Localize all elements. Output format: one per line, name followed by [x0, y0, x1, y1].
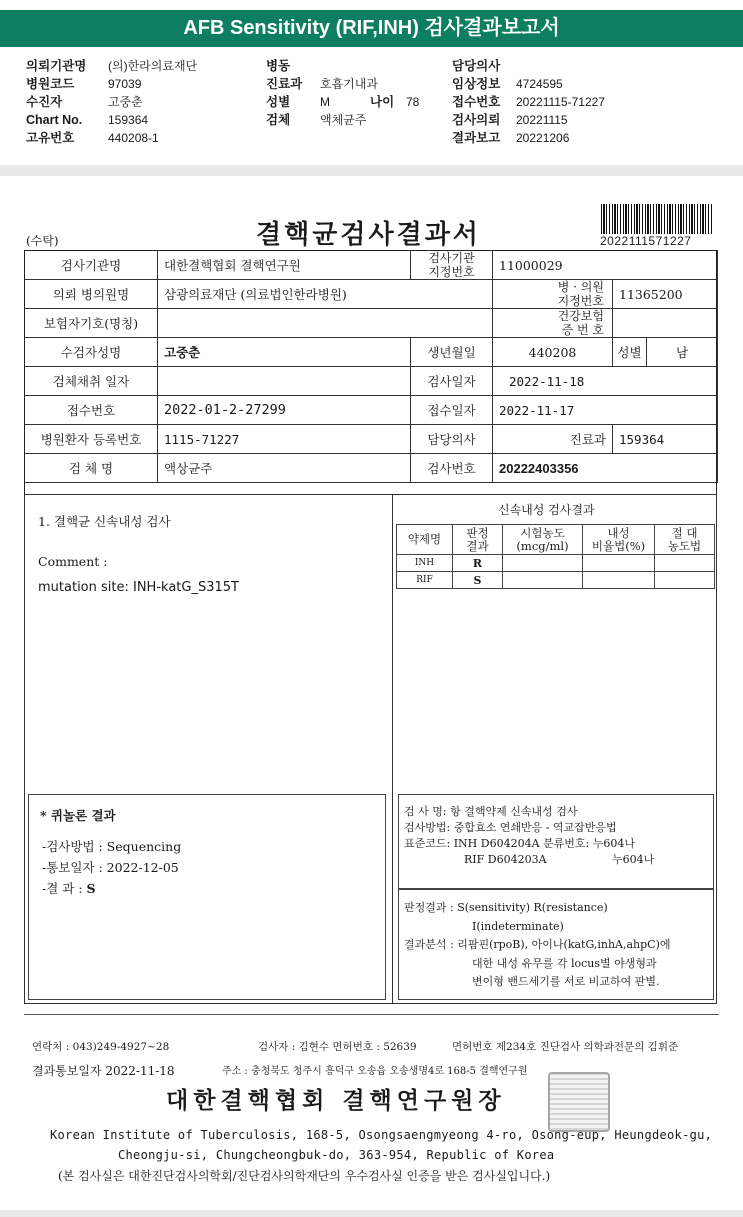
field-label: 검사의뢰 — [452, 113, 501, 127]
address-en-1: Korean Institute of Tuberculosis, 168-5, Osongsaengmyeong 4-ro, Osong-eup, Heungdeok-gu, — [50, 1128, 713, 1142]
header-line: 절 대 — [671, 525, 698, 540]
judgement-line: 판정결과 : S(sensitivity) R(resistance) — [404, 901, 608, 914]
field-label: 병동 — [266, 59, 291, 73]
collect-date — [158, 367, 411, 396]
drug-abs — [655, 572, 715, 589]
drug-conc — [503, 555, 583, 572]
director-name: 대한결핵협회 결핵연구원장 — [166, 1087, 506, 1114]
label-line: 병 · 의원 — [557, 280, 604, 294]
judgement-line: 결과분석 : 리팜핀(rpoB), 아이나(katG,inhA,ahpC)에 — [404, 938, 671, 951]
field-label: 병원코드 — [26, 77, 75, 91]
judgement-line: 변이형 밴드세기를 서로 비교하여 판별. — [472, 975, 660, 988]
address-en-2: Cheongju-si, Chungcheongbuk-do, 363-954, Republic of Korea — [118, 1148, 555, 1162]
receipt-no: 2022-01-2-27299 — [158, 396, 411, 425]
birth-date: 440208 — [493, 338, 613, 367]
test-method: 검사방법: 중합효소 연쇄반응 - 역교잡반응법 — [404, 821, 617, 834]
drug-abs — [655, 555, 715, 572]
judgement-line: I(indeterminate) — [472, 919, 564, 933]
quinolone-box — [28, 794, 386, 1000]
header-ratio — [583, 525, 655, 555]
table-row — [397, 555, 715, 572]
header-line: 결과 — [466, 538, 489, 553]
field-value: 159364 — [108, 113, 149, 127]
field-value: 20221206 — [516, 131, 570, 145]
test-code-2 — [404, 852, 654, 868]
req-hosp-label: 의뢰 병의원명 — [25, 280, 158, 309]
judgement-line: 대한 내성 유무를 각 locus별 야생형과 — [472, 956, 657, 970]
judgement — [404, 899, 671, 992]
receipt-no-label: 접수번호 — [25, 396, 158, 425]
sens-title: 신속내성 검사결과 — [498, 503, 595, 517]
field-label: 고유번호 — [26, 131, 75, 145]
label-line: 증 번 호 — [561, 323, 604, 337]
lab-name: 대한결핵협회 결핵연구원 — [158, 251, 411, 280]
label-line: 건강보험 — [557, 309, 604, 323]
sutak-label: (수탁) — [26, 234, 59, 248]
test-code-1: 표준코드: INH D604204A 분류번호: 누604나 — [404, 837, 635, 850]
header-col3 — [452, 57, 605, 147]
contact: 연락처 : 043)249-4927~28 — [32, 1041, 170, 1053]
notify-date: 결과통보일자 2022-11-18 — [32, 1064, 175, 1078]
header-col1 — [26, 57, 197, 147]
field-value: 440208-1 — [108, 131, 159, 145]
field-value: 호흡기내과 — [320, 77, 378, 91]
specimen-label: 검 체 명 — [25, 454, 158, 483]
req-hosp: 삼광의료재단 (의료법인한라병원) — [158, 280, 493, 309]
receipt-date: 2022-11-17 — [493, 396, 718, 425]
field-value: 고중춘 — [108, 95, 143, 109]
header-conc — [503, 525, 583, 555]
tester: 검사자 : 김현수 면허번호 : 52639 — [258, 1041, 417, 1053]
results-divider — [392, 494, 393, 1004]
label-line: 지정번호 — [557, 294, 604, 308]
barcode-number: 2022111571227 — [600, 234, 692, 248]
header-line: 농도법 — [667, 538, 702, 553]
age-value: 78 — [406, 95, 420, 109]
document-title: 결핵균검사결과서 — [256, 220, 481, 250]
reg-no: 1115-71227 — [158, 425, 411, 454]
lab-code-label — [411, 251, 493, 280]
patient-info-table — [24, 250, 718, 483]
dept: 159364 — [613, 425, 718, 454]
field-label: 진료과 — [266, 77, 303, 91]
birth-label: 생년월일 — [411, 338, 493, 367]
field-label: 성별 — [266, 95, 291, 109]
label-line: 검사기관 — [428, 251, 475, 265]
field-value: (의)한라의료재단 — [108, 59, 198, 73]
field-label: 접수번호 — [452, 95, 501, 109]
header-line: 비율법(%) — [591, 538, 646, 553]
header-drug: 약제명 — [397, 525, 453, 555]
test-date: 2022-11-18 — [493, 367, 718, 396]
drug-ratio — [583, 572, 655, 589]
field-label: 임상정보 — [452, 77, 501, 91]
hosp-code-label — [493, 280, 613, 309]
header-abs — [655, 525, 715, 555]
quinolone-result: S — [86, 881, 96, 896]
field-value: 97039 — [108, 77, 142, 91]
lab-code: 11000029 — [493, 251, 718, 280]
field-value: 액체균주 — [320, 113, 367, 127]
drug-conc — [503, 572, 583, 589]
barcode-icon — [601, 204, 713, 234]
left-heading: 1. 결핵균 신속내성 검사 — [38, 514, 171, 529]
report-header — [0, 0, 743, 165]
header-result — [453, 525, 503, 555]
header-line: 내성 — [607, 525, 630, 540]
header-line: 시험농도 — [520, 525, 565, 540]
test-no-label: 검사번호 — [411, 454, 493, 483]
specimen: 액상균주 — [158, 454, 411, 483]
quinolone-method: -검사방법 : Sequencing — [42, 839, 182, 854]
certification: (본 검사실은 대한진단검사의학회/진단검사의학재단의 우수검사실 인증을 받은 검사실입니다.) — [58, 1169, 551, 1183]
lab-name-label: 검사기관명 — [25, 251, 158, 280]
patient-label: 수검자성명 — [25, 338, 158, 367]
field-label: 검체 — [266, 113, 291, 127]
doctor-label: 담당의사 — [411, 425, 493, 454]
drug-result: R — [453, 555, 503, 572]
reg-no-label: 병원환자 등록번호 — [25, 425, 158, 454]
address: 주소 : 충청북도 청주시 흥덕구 오송읍 오송생명4로 168-5 결핵연구원 — [222, 1066, 528, 1077]
field-value: M — [320, 95, 330, 109]
drug-name: RIF — [397, 572, 453, 589]
drug-ratio — [583, 555, 655, 572]
insured-label: 보험자기호(명칭) — [25, 309, 158, 338]
quinolone-result-label: -결 과 : — [42, 881, 83, 896]
label-line: 지정번호 — [428, 265, 475, 279]
field-value: 20221115-71227 — [516, 95, 605, 109]
drug-name: INH — [397, 555, 453, 572]
field-value: 4724595 — [516, 77, 563, 91]
collect-label: 검체채취 일자 — [25, 367, 158, 396]
licence: 면허번호 제234호 진단검사 의학과전문의 김휘준 — [452, 1041, 679, 1053]
doctor — [493, 425, 613, 454]
age-label: 나이 — [370, 95, 395, 109]
comment-label: Comment : — [38, 554, 108, 569]
test-info — [404, 804, 654, 868]
table-row — [397, 572, 715, 589]
quinolone-date: -통보일자 : 2022-12-05 — [42, 860, 179, 875]
test-no: 20222403356 — [493, 454, 718, 483]
header-line: (mcg/ml) — [516, 538, 569, 553]
patient-name: 고중춘 — [158, 338, 411, 367]
drug-result: S — [453, 572, 503, 589]
sensitivity-table — [396, 524, 715, 589]
field-value: 20221115 — [516, 113, 568, 127]
quinolone-result-row — [42, 879, 96, 897]
header-line: 판정 — [466, 525, 489, 540]
health-no — [613, 309, 718, 338]
footer-divider — [24, 1014, 719, 1015]
receipt-date-label: 접수일자 — [411, 396, 493, 425]
class-value: 누604나 — [612, 853, 655, 866]
mutation-site: mutation site: INH-katG_S315T — [38, 580, 239, 595]
scanned-report — [0, 176, 743, 1210]
hosp-code: 11365200 — [613, 280, 718, 309]
sex-label: 성별 — [613, 338, 647, 367]
field-label: 결과보고 — [452, 131, 501, 145]
dept-label: 진료과 — [569, 432, 606, 447]
insured — [158, 309, 493, 338]
health-label — [493, 309, 613, 338]
field-label: 의뢰기관명 — [26, 59, 87, 73]
test-name: 검 사 명: 항 결핵약제 신속내성 검사 — [404, 805, 578, 818]
official-seal-icon — [548, 1072, 610, 1132]
test-date-label: 검사일자 — [411, 367, 493, 396]
field-label: Chart No. — [26, 113, 83, 127]
quinolone-title: * 퀴놀론 결과 — [40, 808, 116, 823]
sex: 남 — [647, 338, 718, 367]
code-value: RIF D604203A — [464, 853, 547, 866]
field-label: 수진자 — [26, 95, 63, 109]
field-label: 담당의사 — [452, 59, 501, 73]
report-title: AFB Sensitivity (RIF,INH) 검사결과보고서 — [0, 10, 743, 47]
header-col2 — [266, 57, 419, 129]
